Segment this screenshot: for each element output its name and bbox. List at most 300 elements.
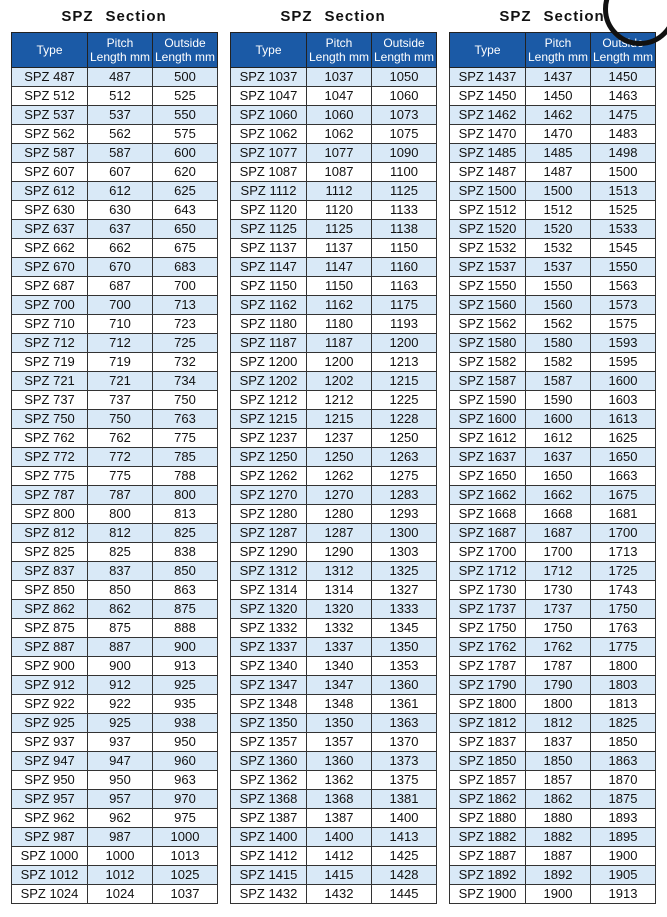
- table-row: [231, 885, 437, 904]
- cell-type: SPZ 1637: [450, 448, 526, 467]
- header-pitch-length: Pitch Length mm: [307, 33, 372, 68]
- cell-type: SPZ 1340: [231, 657, 307, 676]
- cell-type: SPZ 1837: [450, 733, 526, 752]
- cell-outside-length: 1905: [591, 866, 656, 885]
- table-row: [12, 562, 218, 581]
- cell-outside-length: 1037: [153, 885, 218, 904]
- cell-outside-length: 1613: [591, 410, 656, 429]
- cell-pitch-length: 1590: [526, 391, 591, 410]
- cell-pitch-length: 710: [88, 315, 153, 334]
- cell-pitch-length: 1450: [526, 87, 591, 106]
- table-row: [450, 524, 656, 543]
- cell-pitch-length: 1730: [526, 581, 591, 600]
- cell-outside-length: 713: [153, 296, 218, 315]
- cell-outside-length: 925: [153, 676, 218, 695]
- cell-pitch-length: 900: [88, 657, 153, 676]
- cell-outside-length: 1125: [372, 182, 437, 201]
- table-row: [12, 809, 218, 828]
- cell-type: SPZ 737: [12, 391, 88, 410]
- cell-outside-length: 1463: [591, 87, 656, 106]
- cell-type: SPZ 1250: [231, 448, 307, 467]
- table-row: [231, 144, 437, 163]
- table-row: [12, 695, 218, 714]
- cell-outside-length: 950: [153, 733, 218, 752]
- cell-type: SPZ 1862: [450, 790, 526, 809]
- cell-pitch-length: 1187: [307, 334, 372, 353]
- section-title-right: Section: [543, 8, 605, 25]
- cell-pitch-length: 1202: [307, 372, 372, 391]
- table-row: [12, 334, 218, 353]
- cell-outside-length: 1593: [591, 334, 656, 353]
- table-row: [12, 676, 218, 695]
- table-row: [12, 847, 218, 866]
- header-row: [231, 33, 437, 68]
- cell-pitch-length: 1432: [307, 885, 372, 904]
- cell-pitch-length: 1790: [526, 676, 591, 695]
- cell-type: SPZ 1087: [231, 163, 307, 182]
- cell-outside-length: 1625: [591, 429, 656, 448]
- cell-outside-length: 888: [153, 619, 218, 638]
- cell-outside-length: 683: [153, 258, 218, 277]
- cell-type: SPZ 637: [12, 220, 88, 239]
- table-row: [12, 581, 218, 600]
- cell-type: SPZ 1532: [450, 239, 526, 258]
- cell-pitch-length: 537: [88, 106, 153, 125]
- cell-type: SPZ 1062: [231, 125, 307, 144]
- table-row: [450, 277, 656, 296]
- table-row: [12, 239, 218, 258]
- cell-pitch-length: 1412: [307, 847, 372, 866]
- cell-outside-length: 1870: [591, 771, 656, 790]
- cell-pitch-length: 670: [88, 258, 153, 277]
- cell-outside-length: 1875: [591, 790, 656, 809]
- table-row: [231, 372, 437, 391]
- table-row: [12, 315, 218, 334]
- cell-pitch-length: 1837: [526, 733, 591, 752]
- section-title: [11, 0, 217, 32]
- cell-type: SPZ 1415: [231, 866, 307, 885]
- cell-outside-length: 875: [153, 600, 218, 619]
- cell-type: SPZ 1512: [450, 201, 526, 220]
- cell-outside-length: 1283: [372, 486, 437, 505]
- cell-pitch-length: 1880: [526, 809, 591, 828]
- table-row: [450, 486, 656, 505]
- table-row: [231, 258, 437, 277]
- table-row: [12, 543, 218, 562]
- cell-outside-length: 575: [153, 125, 218, 144]
- cell-outside-length: 1175: [372, 296, 437, 315]
- table-row: [12, 163, 218, 182]
- cell-pitch-length: 1387: [307, 809, 372, 828]
- cell-pitch-length: 487: [88, 68, 153, 87]
- cell-type: SPZ 1485: [450, 144, 526, 163]
- table-row: [231, 201, 437, 220]
- table-row: [450, 543, 656, 562]
- cell-type: SPZ 887: [12, 638, 88, 657]
- table-row: [231, 182, 437, 201]
- cell-pitch-length: 1512: [526, 201, 591, 220]
- table-row: [450, 676, 656, 695]
- cell-pitch-length: 1550: [526, 277, 591, 296]
- table-row: [450, 353, 656, 372]
- cell-outside-length: 775: [153, 429, 218, 448]
- cell-type: SPZ 1790: [450, 676, 526, 695]
- cell-type: SPZ 875: [12, 619, 88, 638]
- cell-type: SPZ 1712: [450, 562, 526, 581]
- table-row: [231, 562, 437, 581]
- cell-type: SPZ 1487: [450, 163, 526, 182]
- cell-type: SPZ 1892: [450, 866, 526, 885]
- cell-outside-length: 1200: [372, 334, 437, 353]
- table-panel-2: [230, 0, 436, 904]
- cell-type: SPZ 670: [12, 258, 88, 277]
- cell-type: SPZ 1520: [450, 220, 526, 239]
- cell-pitch-length: 1485: [526, 144, 591, 163]
- cell-pitch-length: 1347: [307, 676, 372, 695]
- cell-pitch-length: 1662: [526, 486, 591, 505]
- cell-pitch-length: 1368: [307, 790, 372, 809]
- cell-pitch-length: 1087: [307, 163, 372, 182]
- belt-table: [230, 32, 437, 904]
- cell-outside-length: 1813: [591, 695, 656, 714]
- cell-type: SPZ 922: [12, 695, 88, 714]
- cell-outside-length: 1300: [372, 524, 437, 543]
- cell-outside-length: 650: [153, 220, 218, 239]
- cell-outside-length: 1025: [153, 866, 218, 885]
- cell-pitch-length: 1262: [307, 467, 372, 486]
- cell-pitch-length: 1532: [526, 239, 591, 258]
- cell-outside-length: 1803: [591, 676, 656, 695]
- cell-pitch-length: 1290: [307, 543, 372, 562]
- cell-pitch-length: 962: [88, 809, 153, 828]
- cell-type: SPZ 1320: [231, 600, 307, 619]
- cell-pitch-length: 1750: [526, 619, 591, 638]
- cell-type: SPZ 1037: [231, 68, 307, 87]
- cell-outside-length: 1060: [372, 87, 437, 106]
- belt-table: [449, 32, 656, 904]
- cell-type: SPZ 1582: [450, 353, 526, 372]
- cell-pitch-length: 1787: [526, 657, 591, 676]
- table-row: [231, 752, 437, 771]
- cell-pitch-length: 1687: [526, 524, 591, 543]
- cell-pitch-length: 922: [88, 695, 153, 714]
- cell-type: SPZ 1077: [231, 144, 307, 163]
- cell-pitch-length: 1882: [526, 828, 591, 847]
- cell-pitch-length: 1560: [526, 296, 591, 315]
- cell-outside-length: 1150: [372, 239, 437, 258]
- cell-pitch-length: 1462: [526, 106, 591, 125]
- cell-pitch-length: 1862: [526, 790, 591, 809]
- section-title-right: Section: [324, 8, 386, 25]
- cell-outside-length: 1381: [372, 790, 437, 809]
- cell-pitch-length: 1900: [526, 885, 591, 904]
- cell-pitch-length: 662: [88, 239, 153, 258]
- cell-outside-length: 850: [153, 562, 218, 581]
- table-row: [231, 847, 437, 866]
- cell-pitch-length: 1060: [307, 106, 372, 125]
- cell-pitch-length: 1212: [307, 391, 372, 410]
- cell-outside-length: 1545: [591, 239, 656, 258]
- cell-outside-length: 1000: [153, 828, 218, 847]
- header-pitch-length: Pitch Length mm: [88, 33, 153, 68]
- cell-pitch-length: 1650: [526, 467, 591, 486]
- cell-type: SPZ 987: [12, 828, 88, 847]
- table-row: [12, 391, 218, 410]
- cell-pitch-length: 1287: [307, 524, 372, 543]
- table-row: [12, 524, 218, 543]
- cell-type: SPZ 1550: [450, 277, 526, 296]
- table-row: [12, 600, 218, 619]
- table-row: [12, 885, 218, 904]
- cell-type: SPZ 1012: [12, 866, 88, 885]
- cell-outside-length: 913: [153, 657, 218, 676]
- cell-outside-length: 620: [153, 163, 218, 182]
- cell-outside-length: 1215: [372, 372, 437, 391]
- cell-outside-length: 1225: [372, 391, 437, 410]
- cell-pitch-length: 1580: [526, 334, 591, 353]
- table-row: [450, 657, 656, 676]
- cell-outside-length: 1325: [372, 562, 437, 581]
- cell-outside-length: 1893: [591, 809, 656, 828]
- table-row: [12, 866, 218, 885]
- cell-type: SPZ 1347: [231, 676, 307, 695]
- table-row: [12, 125, 218, 144]
- table-row: [231, 733, 437, 752]
- cell-pitch-length: 1700: [526, 543, 591, 562]
- table-row: [450, 619, 656, 638]
- cell-type: SPZ 1312: [231, 562, 307, 581]
- cell-pitch-length: 1520: [526, 220, 591, 239]
- table-row: [12, 486, 218, 505]
- cell-pitch-length: 1500: [526, 182, 591, 201]
- cell-outside-length: 1575: [591, 315, 656, 334]
- cell-pitch-length: 1120: [307, 201, 372, 220]
- cell-type: SPZ 612: [12, 182, 88, 201]
- cell-outside-length: 1743: [591, 581, 656, 600]
- cell-type: SPZ 1880: [450, 809, 526, 828]
- cell-type: SPZ 487: [12, 68, 88, 87]
- table-row: [450, 467, 656, 486]
- header-pitch-length: Pitch Length mm: [526, 33, 591, 68]
- cell-outside-length: 700: [153, 277, 218, 296]
- cell-pitch-length: 1348: [307, 695, 372, 714]
- cell-type: SPZ 562: [12, 125, 88, 144]
- cell-type: SPZ 912: [12, 676, 88, 695]
- cell-pitch-length: 1062: [307, 125, 372, 144]
- cell-pitch-length: 1024: [88, 885, 153, 904]
- cell-outside-length: 1013: [153, 847, 218, 866]
- cell-pitch-length: 1587: [526, 372, 591, 391]
- cell-outside-length: 1363: [372, 714, 437, 733]
- table-row: [231, 68, 437, 87]
- cell-pitch-length: 750: [88, 410, 153, 429]
- cell-type: SPZ 1332: [231, 619, 307, 638]
- table-row: [450, 182, 656, 201]
- table-row: [450, 315, 656, 334]
- cell-pitch-length: 1612: [526, 429, 591, 448]
- cell-outside-length: 1333: [372, 600, 437, 619]
- cell-outside-length: 863: [153, 581, 218, 600]
- cell-type: SPZ 1000: [12, 847, 88, 866]
- cell-outside-length: 970: [153, 790, 218, 809]
- cell-type: SPZ 1580: [450, 334, 526, 353]
- cell-pitch-length: 607: [88, 163, 153, 182]
- table-row: [12, 828, 218, 847]
- cell-pitch-length: 512: [88, 87, 153, 106]
- cell-type: SPZ 1212: [231, 391, 307, 410]
- cell-type: SPZ 1362: [231, 771, 307, 790]
- cell-pitch-length: 1812: [526, 714, 591, 733]
- table-row: [231, 467, 437, 486]
- cell-outside-length: 1603: [591, 391, 656, 410]
- table-row: [450, 239, 656, 258]
- cell-outside-length: 900: [153, 638, 218, 657]
- cell-outside-length: 1483: [591, 125, 656, 144]
- table-row: [12, 182, 218, 201]
- cell-type: SPZ 587: [12, 144, 88, 163]
- cell-outside-length: 1375: [372, 771, 437, 790]
- cell-pitch-length: 1600: [526, 410, 591, 429]
- table-row: [12, 201, 218, 220]
- cell-outside-length: 1090: [372, 144, 437, 163]
- cell-outside-length: 1563: [591, 277, 656, 296]
- cell-type: SPZ 812: [12, 524, 88, 543]
- cell-outside-length: 838: [153, 543, 218, 562]
- cell-pitch-length: 1400: [307, 828, 372, 847]
- cell-type: SPZ 947: [12, 752, 88, 771]
- table-row: [231, 353, 437, 372]
- table-row: [12, 752, 218, 771]
- cell-outside-length: 1675: [591, 486, 656, 505]
- cell-pitch-length: 1362: [307, 771, 372, 790]
- cell-pitch-length: 1270: [307, 486, 372, 505]
- cell-type: SPZ 957: [12, 790, 88, 809]
- cell-type: SPZ 1537: [450, 258, 526, 277]
- cell-outside-length: 1228: [372, 410, 437, 429]
- cell-pitch-length: 937: [88, 733, 153, 752]
- cell-type: SPZ 775: [12, 467, 88, 486]
- table-row: [231, 581, 437, 600]
- table-row: [231, 125, 437, 144]
- table-row: [231, 220, 437, 239]
- cell-outside-length: 1345: [372, 619, 437, 638]
- cell-pitch-length: 1125: [307, 220, 372, 239]
- cell-type: SPZ 1668: [450, 505, 526, 524]
- cell-pitch-length: 630: [88, 201, 153, 220]
- table-row: [450, 201, 656, 220]
- table-row: [450, 828, 656, 847]
- cell-outside-length: 1681: [591, 505, 656, 524]
- cell-type: SPZ 1215: [231, 410, 307, 429]
- cell-pitch-length: 1312: [307, 562, 372, 581]
- cell-type: SPZ 1202: [231, 372, 307, 391]
- table-row: [450, 885, 656, 904]
- cell-pitch-length: 1892: [526, 866, 591, 885]
- cell-pitch-length: 1340: [307, 657, 372, 676]
- cell-type: SPZ 1850: [450, 752, 526, 771]
- table-row: [450, 638, 656, 657]
- cell-type: SPZ 1400: [231, 828, 307, 847]
- cell-outside-length: 1275: [372, 467, 437, 486]
- cell-type: SPZ 1762: [450, 638, 526, 657]
- cell-outside-length: 1133: [372, 201, 437, 220]
- table-row: [231, 657, 437, 676]
- cell-type: SPZ 512: [12, 87, 88, 106]
- cell-outside-length: 1293: [372, 505, 437, 524]
- cell-type: SPZ 1887: [450, 847, 526, 866]
- table-row: [231, 391, 437, 410]
- cell-outside-length: 725: [153, 334, 218, 353]
- section-title-left: SPZ: [61, 8, 94, 25]
- cell-outside-length: 1700: [591, 524, 656, 543]
- table-row: [450, 695, 656, 714]
- cell-pitch-length: 1360: [307, 752, 372, 771]
- cell-pitch-length: 1562: [526, 315, 591, 334]
- cell-outside-length: 1361: [372, 695, 437, 714]
- table-row: [12, 410, 218, 429]
- cell-pitch-length: 1320: [307, 600, 372, 619]
- cell-type: SPZ 710: [12, 315, 88, 334]
- cell-outside-length: 643: [153, 201, 218, 220]
- table-row: [231, 638, 437, 657]
- cell-pitch-length: 1350: [307, 714, 372, 733]
- table-row: [231, 87, 437, 106]
- cell-pitch-length: 1887: [526, 847, 591, 866]
- table-row: [231, 486, 437, 505]
- table-row: [450, 448, 656, 467]
- cell-pitch-length: 1180: [307, 315, 372, 334]
- table-row: [12, 106, 218, 125]
- cell-outside-length: 1600: [591, 372, 656, 391]
- cell-outside-length: 732: [153, 353, 218, 372]
- table-row: [231, 429, 437, 448]
- cell-type: SPZ 662: [12, 239, 88, 258]
- cell-outside-length: 763: [153, 410, 218, 429]
- table-row: [231, 809, 437, 828]
- cell-type: SPZ 1337: [231, 638, 307, 657]
- cell-outside-length: 550: [153, 106, 218, 125]
- table-row: [231, 448, 437, 467]
- cell-type: SPZ 1612: [450, 429, 526, 448]
- cell-type: SPZ 1280: [231, 505, 307, 524]
- cell-pitch-length: 712: [88, 334, 153, 353]
- cell-type: SPZ 962: [12, 809, 88, 828]
- table-row: [450, 144, 656, 163]
- cell-outside-length: 1500: [591, 163, 656, 182]
- cell-type: SPZ 1662: [450, 486, 526, 505]
- cell-outside-length: 1263: [372, 448, 437, 467]
- cell-type: SPZ 1262: [231, 467, 307, 486]
- cell-outside-length: 1160: [372, 258, 437, 277]
- header-row: [12, 33, 218, 68]
- cell-pitch-length: 862: [88, 600, 153, 619]
- table-row: [12, 619, 218, 638]
- table-row: [450, 106, 656, 125]
- table-row: [12, 467, 218, 486]
- cell-pitch-length: 1487: [526, 163, 591, 182]
- cell-pitch-length: 587: [88, 144, 153, 163]
- cell-pitch-length: 825: [88, 543, 153, 562]
- header-type: Type: [450, 33, 526, 68]
- cell-type: SPZ 630: [12, 201, 88, 220]
- cell-type: SPZ 1750: [450, 619, 526, 638]
- cell-type: SPZ 762: [12, 429, 88, 448]
- cell-type: SPZ 712: [12, 334, 88, 353]
- cell-type: SPZ 1047: [231, 87, 307, 106]
- cell-outside-length: 1373: [372, 752, 437, 771]
- cell-outside-length: 1138: [372, 220, 437, 239]
- cell-pitch-length: 762: [88, 429, 153, 448]
